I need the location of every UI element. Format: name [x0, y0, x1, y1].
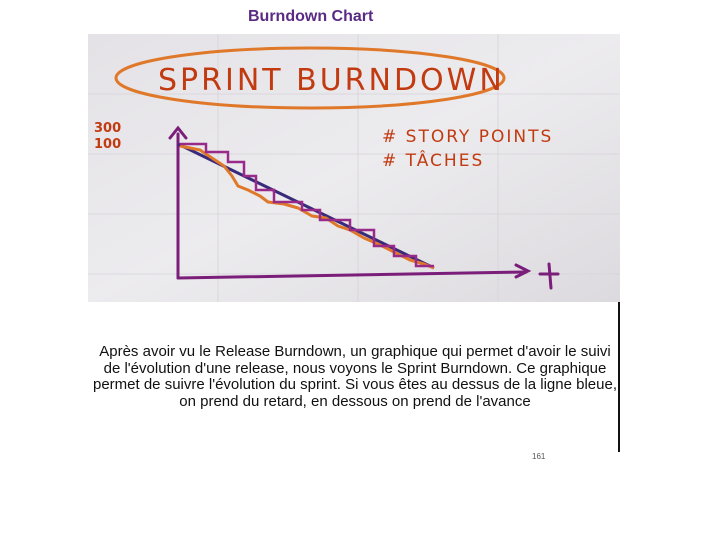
- page-number: 161: [532, 452, 546, 461]
- slide-title: Burndown Chart: [248, 8, 374, 25]
- legend-tasks: # TÂCHES: [382, 151, 485, 171]
- whiteboard-photo: [88, 34, 620, 302]
- x-axis-label: t: [88, 34, 89, 35]
- legend-story-points: # STORY POINTS: [382, 127, 554, 147]
- photo-heading: SPRINT BURNDOWN: [158, 63, 505, 98]
- y-label-story-points: 300: [94, 121, 122, 136]
- whiteboard-drawing: [88, 34, 620, 302]
- y-label-tasks: 100: [94, 137, 122, 152]
- caption-area: [88, 302, 620, 452]
- caption-text: Après avoir vu le Release Burndown, un graphique qui permet d'avoir le suivi de l'évolution d'une release, nous voyons le Sprint Burndown. Ce graphique permet de suivre l'évolution du sprint. Si vous êtes au dessus de la ligne bleue, on prend du retard, en dessous on prend de l'avance: [92, 343, 617, 410]
